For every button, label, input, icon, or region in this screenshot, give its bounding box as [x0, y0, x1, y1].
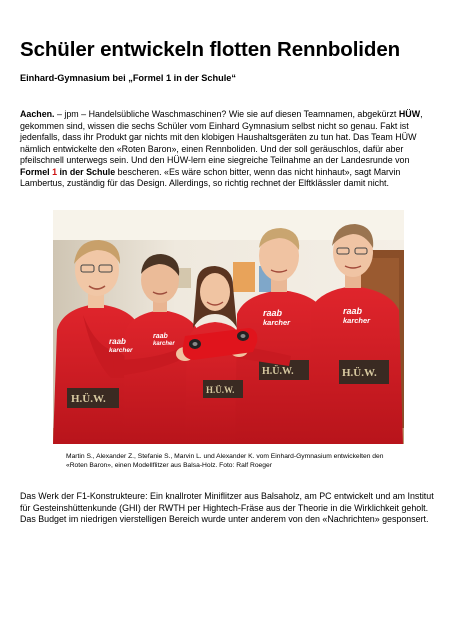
team-abbreviation: HÜW [398, 109, 421, 119]
wall-poster [233, 262, 255, 292]
svg-text:H.Ü.W.: H.Ü.W. [342, 367, 377, 379]
svg-text:H.Ü.W.: H.Ü.W. [71, 393, 106, 405]
lead-text-1: – jpm – Handelsübliche Waschmaschinen? Wie sie auf diesen Teamnamen, abgekürzt [54, 109, 399, 119]
formel-label-b: in der Schule [57, 166, 116, 177]
formel-label-a: Formel [20, 166, 53, 177]
lead-text-3: bescheren. «Es wäre schon bitter, wenn das nicht hinhaut», sagt Marvin Lambertus, zuständig für das Design. Allerdings, so richtig rechnet der Elftklässler damit nicht. [20, 166, 401, 189]
svg-text:raab: raab [343, 306, 363, 316]
svg-text:karcher: karcher [263, 318, 291, 327]
svg-text:H.Ü.W.: H.Ü.W. [262, 366, 294, 377]
article-body-paragraph: Das Werk der F1-Konstrukteure: Ein knallroter Miniflitzer aus Balsaholz, am PC entwickelt und am Institut für Gesteinshüttenkunde (GHI) der RWTH per Hightech-Fräse aus der Theorie in die Wirklichkeit geholt. Das Budget im niedrigen vierstelligen Bereich wurde unter anderem von den «Nachrichten» gesponsert. [20, 491, 434, 525]
formel-number: 1 [52, 166, 57, 177]
svg-text:karcher: karcher [343, 316, 371, 325]
article-dateline: Aachen. [20, 109, 55, 119]
article-lead-paragraph [20, 109, 438, 190]
photo-caption: Martin S., Alexander Z., Stefanie S., Marvin L. und Alexander K. vom Einhard-Gymnasium entwickelten den «Roten Baron», einen Modellflitzer aus Balsa-Holz. Foto: Ralf Roeger [66, 453, 384, 469]
article-headline: Schüler entwickeln flotten Rennboliden [20, 38, 401, 61]
lead-text-2: , gekommen sind, wissen die sechs Schüler vom Einhard Gymnasium selbst nicht so genau. Fakt ist jedenfalls, dass ihr Produkt gar nichts mit den klobigen Haushaltsgeräten zu tun hat. Das Team HÜW nämlich entwickelte den «Roten Baron», einen Rennboliden. Und der soll geräuschlos, dafür aber pfeilschnell unterwegs sein. Und den HÜW-lern eine siegreiche Teilnahme an der Landesrunde von [20, 109, 423, 166]
team-photo [53, 210, 404, 444]
svg-text:raab: raab [263, 308, 283, 318]
svg-text:raab: raab [109, 337, 126, 346]
svg-text:raab: raab [153, 333, 168, 340]
svg-text:karcher: karcher [153, 341, 175, 347]
svg-text:H.Ü.W.: H.Ü.W. [206, 385, 235, 395]
svg-text:karcher: karcher [109, 347, 133, 354]
article-subheadline: Einhard-Gymnasium bei „Formel 1 in der Schule“ [20, 73, 236, 83]
